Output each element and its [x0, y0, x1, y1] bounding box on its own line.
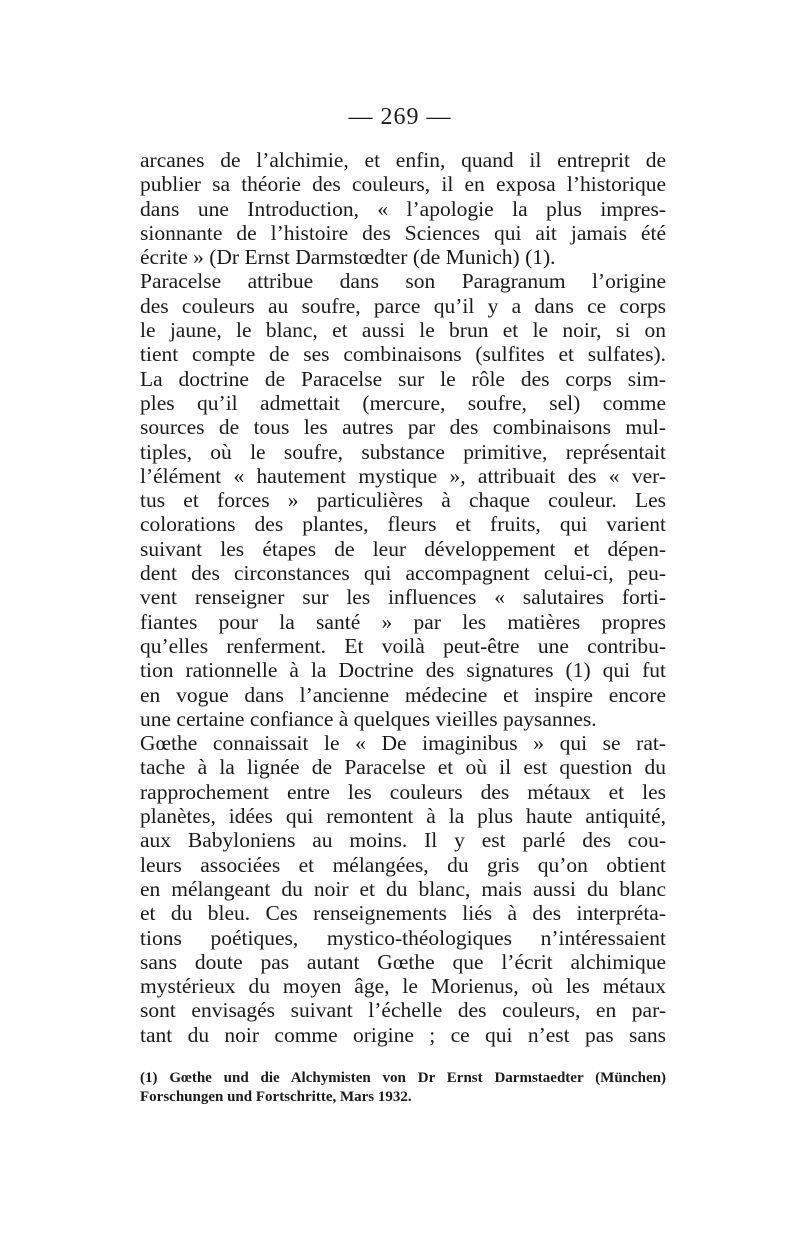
text-line: vent renseigner sur les influences « salutaires forti- [140, 585, 666, 610]
text-line: le jaune, le blanc, et aussi le brun et le noir, si on [140, 318, 666, 343]
text-line: tache à la lignée de Paracelse et où il est question du [140, 755, 666, 780]
text-line: suivant les étapes de leur développement et dépen- [140, 536, 666, 561]
text-line: tion rationnelle à la Doctrine des signatures (1) qui fut [140, 658, 666, 683]
text-line: La doctrine de Paracelse sur le rôle des corps sim- [140, 366, 666, 391]
text-line: ples qu’il admettait (mercure, soufre, sel) comme [140, 390, 666, 415]
text-line: leurs associées et mélangées, du gris qu’on obtient [140, 852, 666, 877]
text-line: tient compte de ses combinaisons (sulfites et sulfates). [140, 342, 666, 367]
footnote-line: Forschungen und Fortschritte, Mars 1932. [140, 1089, 412, 1105]
text-line: et du bleu. Ces renseignements liés à des interpréta- [140, 901, 666, 926]
text-line: dent des circonstances qui accompagnent celui-ci, peu- [140, 561, 666, 586]
text-line: tus et forces » particulières à chaque couleur. Les [140, 488, 666, 513]
text-line: tiples, où le soufre, substance primitive, représentait [140, 439, 666, 464]
text-line: sionnante de l’histoire des Sciences qui ait jamais été [140, 220, 666, 245]
text-line: tant du noir comme origine ; ce qui n’est pas sans [140, 1022, 666, 1047]
text-line: une certaine confiance à quelques vieilles paysannes. [140, 706, 597, 731]
text-line: colorations des plantes, fleurs et fruits, qui varient [140, 512, 666, 537]
text-line: en vogue dans l’ancienne médecine et inspire encore [140, 682, 666, 707]
text-line: rapprochement entre les couleurs des métaux et les [140, 779, 666, 804]
footnote-line: (1) Gœthe und die Alchymisten von Dr Ernst Darmstaedter (München) [140, 1070, 666, 1086]
text-line: Paracelse attribue dans son Paragranum l’origine [140, 269, 666, 294]
text-line: des couleurs au soufre, parce qu’il y a dans ce corps [140, 293, 666, 318]
text-line: tions poétiques, mystico-théologiques n’intéressaient [140, 925, 666, 950]
text-line: fiantes pour la santé » par les matières propres [140, 609, 666, 634]
text-line: mystérieux du moyen âge, le Morienus, où les métaux [140, 974, 666, 999]
text-line: publier sa théorie des couleurs, il en exposa l’historique [140, 172, 666, 197]
text-line: dans une Introduction, « l’apologie la plus impres- [140, 196, 666, 221]
text-line: l’élément « hautement mystique », attribuait des « ver- [140, 463, 666, 488]
main-text [140, 148, 666, 1047]
text-line: Gœthe connaissait le « De imaginibus » qui se rat- [140, 731, 666, 756]
text-line: écrite » (Dr Ernst Darmstœdter (de Munich) (1). [140, 245, 556, 270]
page-number: — 269 — [348, 104, 452, 130]
text-line: planètes, idées qui remontent à la plus haute antiquité, [140, 804, 666, 829]
footnote [140, 1069, 666, 1107]
text-line: en mélangeant du noir et du blanc, mais aussi du blanc [140, 876, 666, 901]
text-line: sans doute pas autant Gœthe que l’écrit alchimique [140, 949, 666, 974]
text-line: qu’elles renferment. Et voilà peut-être une contribu- [140, 633, 666, 658]
text-line: arcanes de l’alchimie, et enfin, quand il entreprit de [140, 148, 666, 172]
text-line: aux Babyloniens au moins. Il y est parlé des cou- [140, 828, 666, 853]
text-line: sources de tous les autres par des combinaisons mul- [140, 415, 666, 440]
text-line: sont envisagés suivant l’échelle des couleurs, en par- [140, 998, 666, 1023]
